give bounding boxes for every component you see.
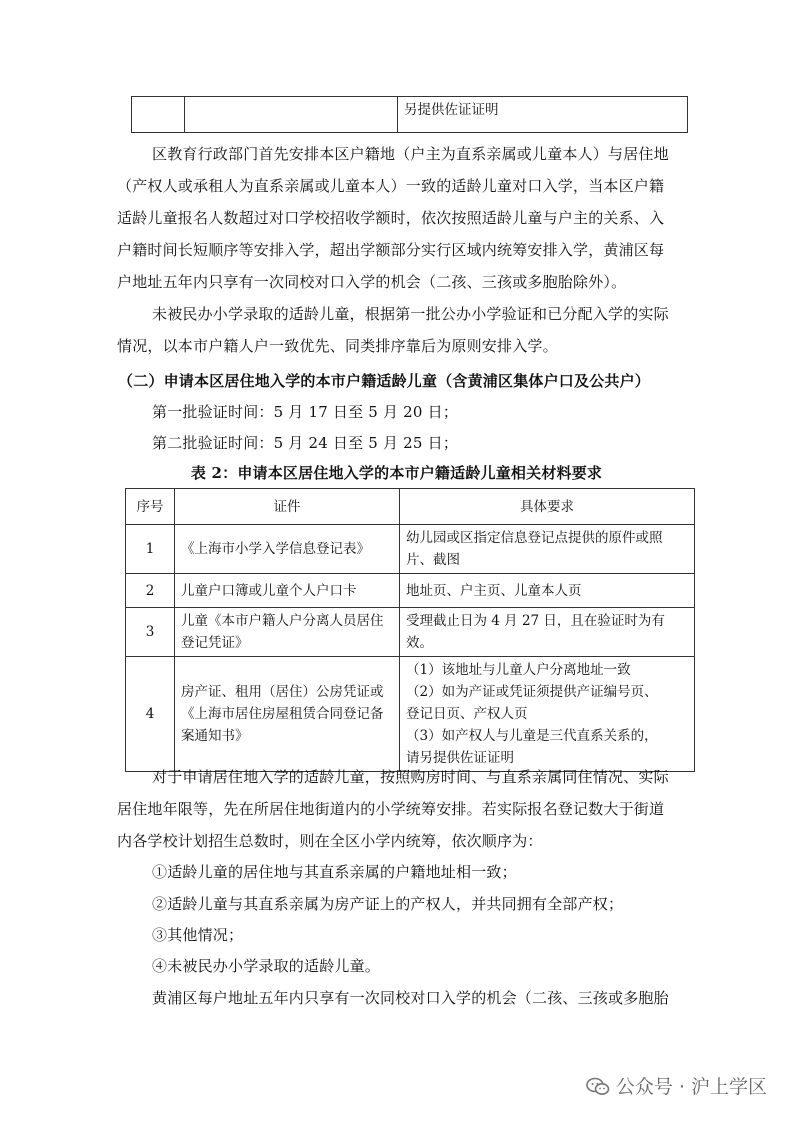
top-table-cell: 另提供佐证证明 <box>398 97 688 133</box>
top-table-cell-empty-2 <box>185 97 398 133</box>
list-item: ①适龄儿童的居住地与其直系亲属的户籍地址相一致； <box>152 863 517 881</box>
table-row <box>126 657 695 772</box>
req-line: （2）如为产证或凭证须提供产证编号页、 <box>406 684 658 700</box>
table-cell-doc: 儿童《本市户籍人户分离人员居住登记凭证》 <box>175 608 400 657</box>
table-cell-doc: 《上海市小学入学信息登记表》 <box>175 525 400 574</box>
paragraph-line: 户籍时间长短顺序等安排入学，超出学额部分实行区域内统筹安排入学，黄浦区每 <box>117 241 665 259</box>
table-row <box>126 574 695 608</box>
table-header-cell: 序号 <box>126 489 175 525</box>
list-item: ③其他情况； <box>152 926 244 944</box>
materials-table <box>125 488 695 772</box>
table-title: 表 2：申请本区居住地入学的本市户籍适龄儿童相关材料要求 <box>190 464 603 482</box>
paragraph-line: 居住地年限等，先在所居住地街道内的小学统筹安排。若实际报名登记数大于街道 <box>117 800 665 818</box>
req-line: 请另提供佐证证明 <box>406 750 514 766</box>
table-header-cell: 具体要求 <box>400 489 695 525</box>
req-line: （1）该地址与儿童人户分离地址一致 <box>406 662 631 678</box>
table-cell-doc: 房产证、租用（居住）公房凭证或《上海市居住房屋租赁合同登记备案通知书》 <box>175 657 400 772</box>
req-line: 地址页、户主页、儿童本人页 <box>406 582 582 599</box>
table-row <box>126 525 695 574</box>
req-line: 受理截止日为 4 月 27 日，且在验证时为有效。 <box>406 613 665 651</box>
paragraph-line: 情况，以本市户籍人户一致优先、同类排序靠后为原则安排入学。 <box>117 337 558 355</box>
list-item: ④未被民办小学录取的适龄儿童。 <box>152 957 381 975</box>
req-line: 幼儿园或区指定信息登记点提供的原件或照 <box>406 530 663 546</box>
table-cell-req <box>400 657 695 772</box>
watermark-text: 公众号 · 沪上学区 <box>615 1076 767 1098</box>
paragraph-line: 户地址五年内只享有一次同校对口入学的机会（二孩、三孩或多胞胎除外）。 <box>117 273 627 291</box>
paragraph-line: 对于申请居住地入学的适龄儿童，按照购房时间、与直系亲属同住情况、实际 <box>152 768 669 786</box>
table-cell-req <box>400 574 695 608</box>
table-header-row <box>126 489 695 525</box>
table-row <box>126 608 695 657</box>
list-item: ②适龄儿童与其直系亲属为房产证上的产权人，并共同拥有全部产权； <box>152 895 624 913</box>
wechat-icon <box>586 1077 608 1095</box>
paragraph-line: 区教育行政部门首先安排本区户籍地（户主为直系亲属或儿童本人）与居住地 <box>152 145 669 163</box>
req-line: 片、截图 <box>406 552 460 568</box>
table-cell-no: 3 <box>126 608 175 657</box>
section-heading: （二）申请本区居住地入学的本市户籍适龄儿童（含黄浦区集体户口及公共户） <box>118 372 651 390</box>
top-table <box>131 96 688 133</box>
table-cell-no: 1 <box>126 525 175 574</box>
paragraph-line: 适龄儿童报名人数超过对口学校招收学额时，依次按照适龄儿童与户主的关系、入 <box>117 209 665 227</box>
top-table-cell-empty-1 <box>132 97 185 133</box>
table-cell-req <box>400 608 695 657</box>
req-line: 登记日页、产权人页 <box>406 706 528 722</box>
table-cell-req <box>400 525 695 574</box>
table-cell-doc: 儿童户口簿或儿童个人户口卡 <box>175 574 400 608</box>
paragraph-line: 内各学校计划招生总数时，则在全区小学内统筹，依次顺序为： <box>117 832 543 850</box>
req-line: （3）如产权人与儿童是三代直系关系的， <box>406 728 658 744</box>
verify-time-2: 第二批验证时间：5 月 24 日至 5 月 25 日； <box>152 434 459 452</box>
table-cell-no: 4 <box>126 657 175 772</box>
paragraph-4: 黄浦区每户地址五年内只享有一次同校对口入学的机会（二孩、三孩或多胞胎 <box>152 989 669 1007</box>
table-cell-no: 2 <box>126 574 175 608</box>
paragraph-line: （产权人或承租人为直系亲属或儿童本人）一致的适龄儿童对口入学，当本区户籍 <box>117 177 665 195</box>
watermark <box>586 1072 767 1099</box>
verify-time-1: 第一批验证时间：5 月 17 日至 5 月 20 日； <box>152 403 459 421</box>
table-header-cell: 证件 <box>175 489 400 525</box>
paragraph-line: 未被民办小学录取的适龄儿童，根据第一批公办小学验证和已分配入学的实际 <box>152 305 669 323</box>
